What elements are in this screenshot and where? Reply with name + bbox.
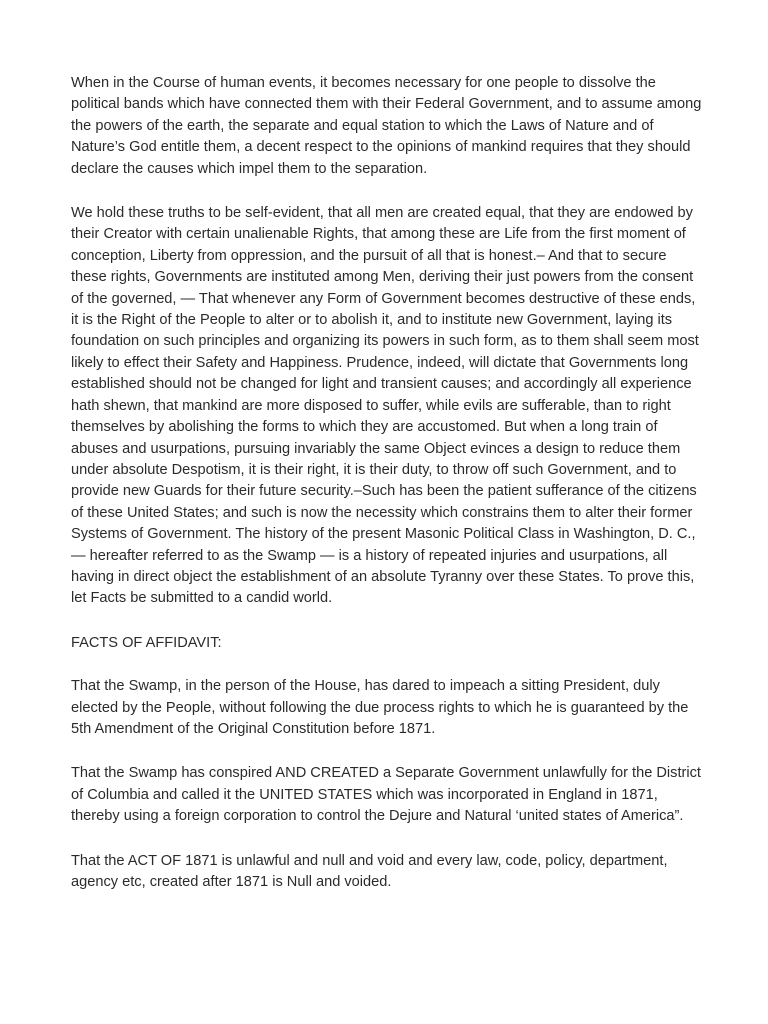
paragraph-course-of-human-events: When in the Course of human events, it becomes necessary for one people to dissolve the political bands which have connected them with their Federal Government, and to assume among the powers of the earth, the separate and equal station to which the Laws of Nature and of Nature’s God entitle them, a decent respect to the opinions of mankind requires that they should declare the causes which impel them to the separation. [71,75,702,177]
paragraph-act-of-1871-fact: That the ACT OF 1871 is unlawful and null and void and every law, code, policy, department, agency etc, created after 1871 is Null and voided. [71,852,668,890]
document-body [71,73,703,916]
paragraph-impeachment-fact: That the Swamp, in the person of the House, has dared to impeach a sitting President, duly elected by the People, without following the due process rights to which he is guaranteed by the 5th Amendment of the Original Constitution before 1871. [71,678,689,737]
paragraph-separate-government-fact: That the Swamp has conspired AND CREATED a Separate Government unlawfully for the District of Columbia and called it the UNITED STATES which was incorporated in England in 1871, thereby using a foreign corporation to control the Dejure and Natural ‘united states of America”. [71,765,701,825]
facts-of-affidavit-heading: FACTS OF AFFIDAVIT: [71,634,222,651]
paragraph-self-evident-truths: We hold these truths to be self-evident, that all men are created equal, that they are endowed by their Creator with certain unalienable Rights, that among these are Life from the first moment of conception, Liberty from oppression, and the pursuit of all that is honest.– And that to secure these rights, Governments are instituted among Men, deriving their just powers from the consent of the governed, — That whenever any Form of Government becomes destructive of these ends, it is the Right of the People to alter or to abolish it, and to institute new Government, laying its foundation on such principles and organizing its powers in such form, as to them shall seem most likely to effect their Safety and Happiness. Prudence, indeed, will dictate that Governments long established should not be changed for light and transient causes; and accordingly all experience hath shewn, that mankind are more disposed to suffer, while evils are sufferable, than to right themselves by abolishing the forms to which they are accustomed. But when a long train of abuses and usurpations, pursuing invariably the same Object evinces a design to reduce them under absolute Despotism, it is their right, it is their duty, to throw off such Government, and to provide new Guards for their future security.–Such has been the patient sufferance of the citizens of these United States; and such is now the necessity which constrains them to alter their former Systems of Government. The history of the present Masonic Political Class in Washington, D. C., — hereafter referred to as the Swamp — is a history of repeated injuries and usurpations, all having in direct object the establishment of an absolute Tyranny over these States. To prove this, let Facts be submitted to a candid world. [71,205,699,607]
